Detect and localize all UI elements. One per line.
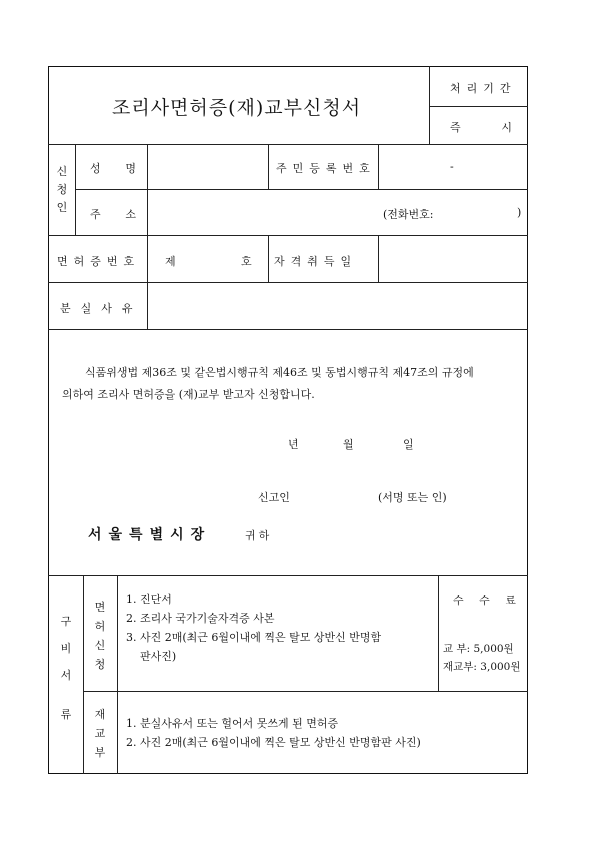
divider bbox=[48, 144, 528, 145]
divider bbox=[48, 329, 528, 330]
reissue-item-2: 2. 사진 2매(최근 6월이내에 찍은 탈모 상반신 반명함판 사진) bbox=[126, 736, 421, 749]
documents-section-label: 구 비 서 류 bbox=[60, 615, 72, 721]
divider bbox=[48, 575, 528, 576]
divider bbox=[83, 691, 528, 692]
license-number-label: 면허증번호 bbox=[57, 255, 141, 268]
form-title: 조리사면허증(재)교부신청서 bbox=[112, 97, 362, 119]
fee-issue: 교 부: 5,000원 bbox=[443, 643, 514, 655]
divider bbox=[48, 282, 528, 283]
divider bbox=[75, 189, 528, 190]
phone-label: (전화번호: bbox=[383, 208, 434, 221]
fee-label: 수 수 료 bbox=[453, 594, 522, 607]
qualification-date-label: 자격취득일 bbox=[274, 255, 358, 268]
divider bbox=[429, 106, 528, 107]
loss-reason-label: 분실사유 bbox=[60, 302, 143, 315]
reissue-label: 재 교 부 bbox=[94, 708, 106, 759]
divider bbox=[378, 144, 379, 189]
fee-reissue: 재교부: 3,000원 bbox=[443, 661, 521, 673]
divider bbox=[438, 575, 439, 691]
license-number-suffix: 호 bbox=[241, 255, 252, 268]
applicant-section-label: 신 청 인 bbox=[56, 165, 68, 214]
divider bbox=[268, 144, 269, 189]
rrn-separator[interactable]: - bbox=[450, 160, 454, 173]
divider bbox=[75, 144, 76, 235]
signature-hint: (서명 또는 인) bbox=[378, 491, 447, 504]
processing-label: 처리기간 bbox=[450, 82, 517, 95]
issue-label: 면 허 신 청 bbox=[94, 601, 106, 671]
statement-line-1: 식품위생법 제36조 및 같은법시행규칙 제46조 및 동법시행규칙 제47조의 규정에 bbox=[85, 366, 474, 379]
honorific: 귀하 bbox=[245, 529, 273, 542]
month-label: 월 bbox=[343, 438, 354, 451]
issue-item-3: 3. 사진 2매(최근 6월이내에 찍은 탈모 상반신 반명함 bbox=[126, 631, 382, 644]
rrn-label: 주민등록번호 bbox=[276, 162, 376, 175]
recipient: 서울특별시장 bbox=[88, 527, 212, 543]
processing-value: 즉 시 bbox=[450, 121, 512, 134]
phone-close: ) bbox=[517, 206, 522, 219]
statement-line-2: 의하여 조리사 면허증을 (재)교부 받고자 신청합니다. bbox=[62, 388, 315, 401]
issue-item-3-cont: 판사진) bbox=[140, 650, 177, 663]
name-label: 성 명 bbox=[90, 162, 136, 175]
issue-item-1: 1. 진단서 bbox=[126, 593, 172, 606]
license-number-prefix: 제 bbox=[165, 255, 176, 268]
address-label: 주 소 bbox=[90, 208, 136, 221]
year-label: 년 bbox=[288, 438, 299, 451]
divider bbox=[48, 235, 528, 236]
day-label: 일 bbox=[403, 438, 414, 451]
divider bbox=[147, 144, 148, 329]
divider bbox=[378, 235, 379, 282]
divider bbox=[83, 575, 84, 774]
applicant-sign-label: 신고인 bbox=[258, 491, 290, 504]
divider bbox=[117, 575, 118, 774]
issue-item-2: 2. 조리사 국가기술자격증 사본 bbox=[126, 612, 275, 625]
divider bbox=[429, 66, 430, 144]
reissue-item-1: 1. 분실사유서 또는 헐어서 못쓰게 된 면허증 bbox=[126, 717, 339, 730]
divider bbox=[268, 235, 269, 282]
